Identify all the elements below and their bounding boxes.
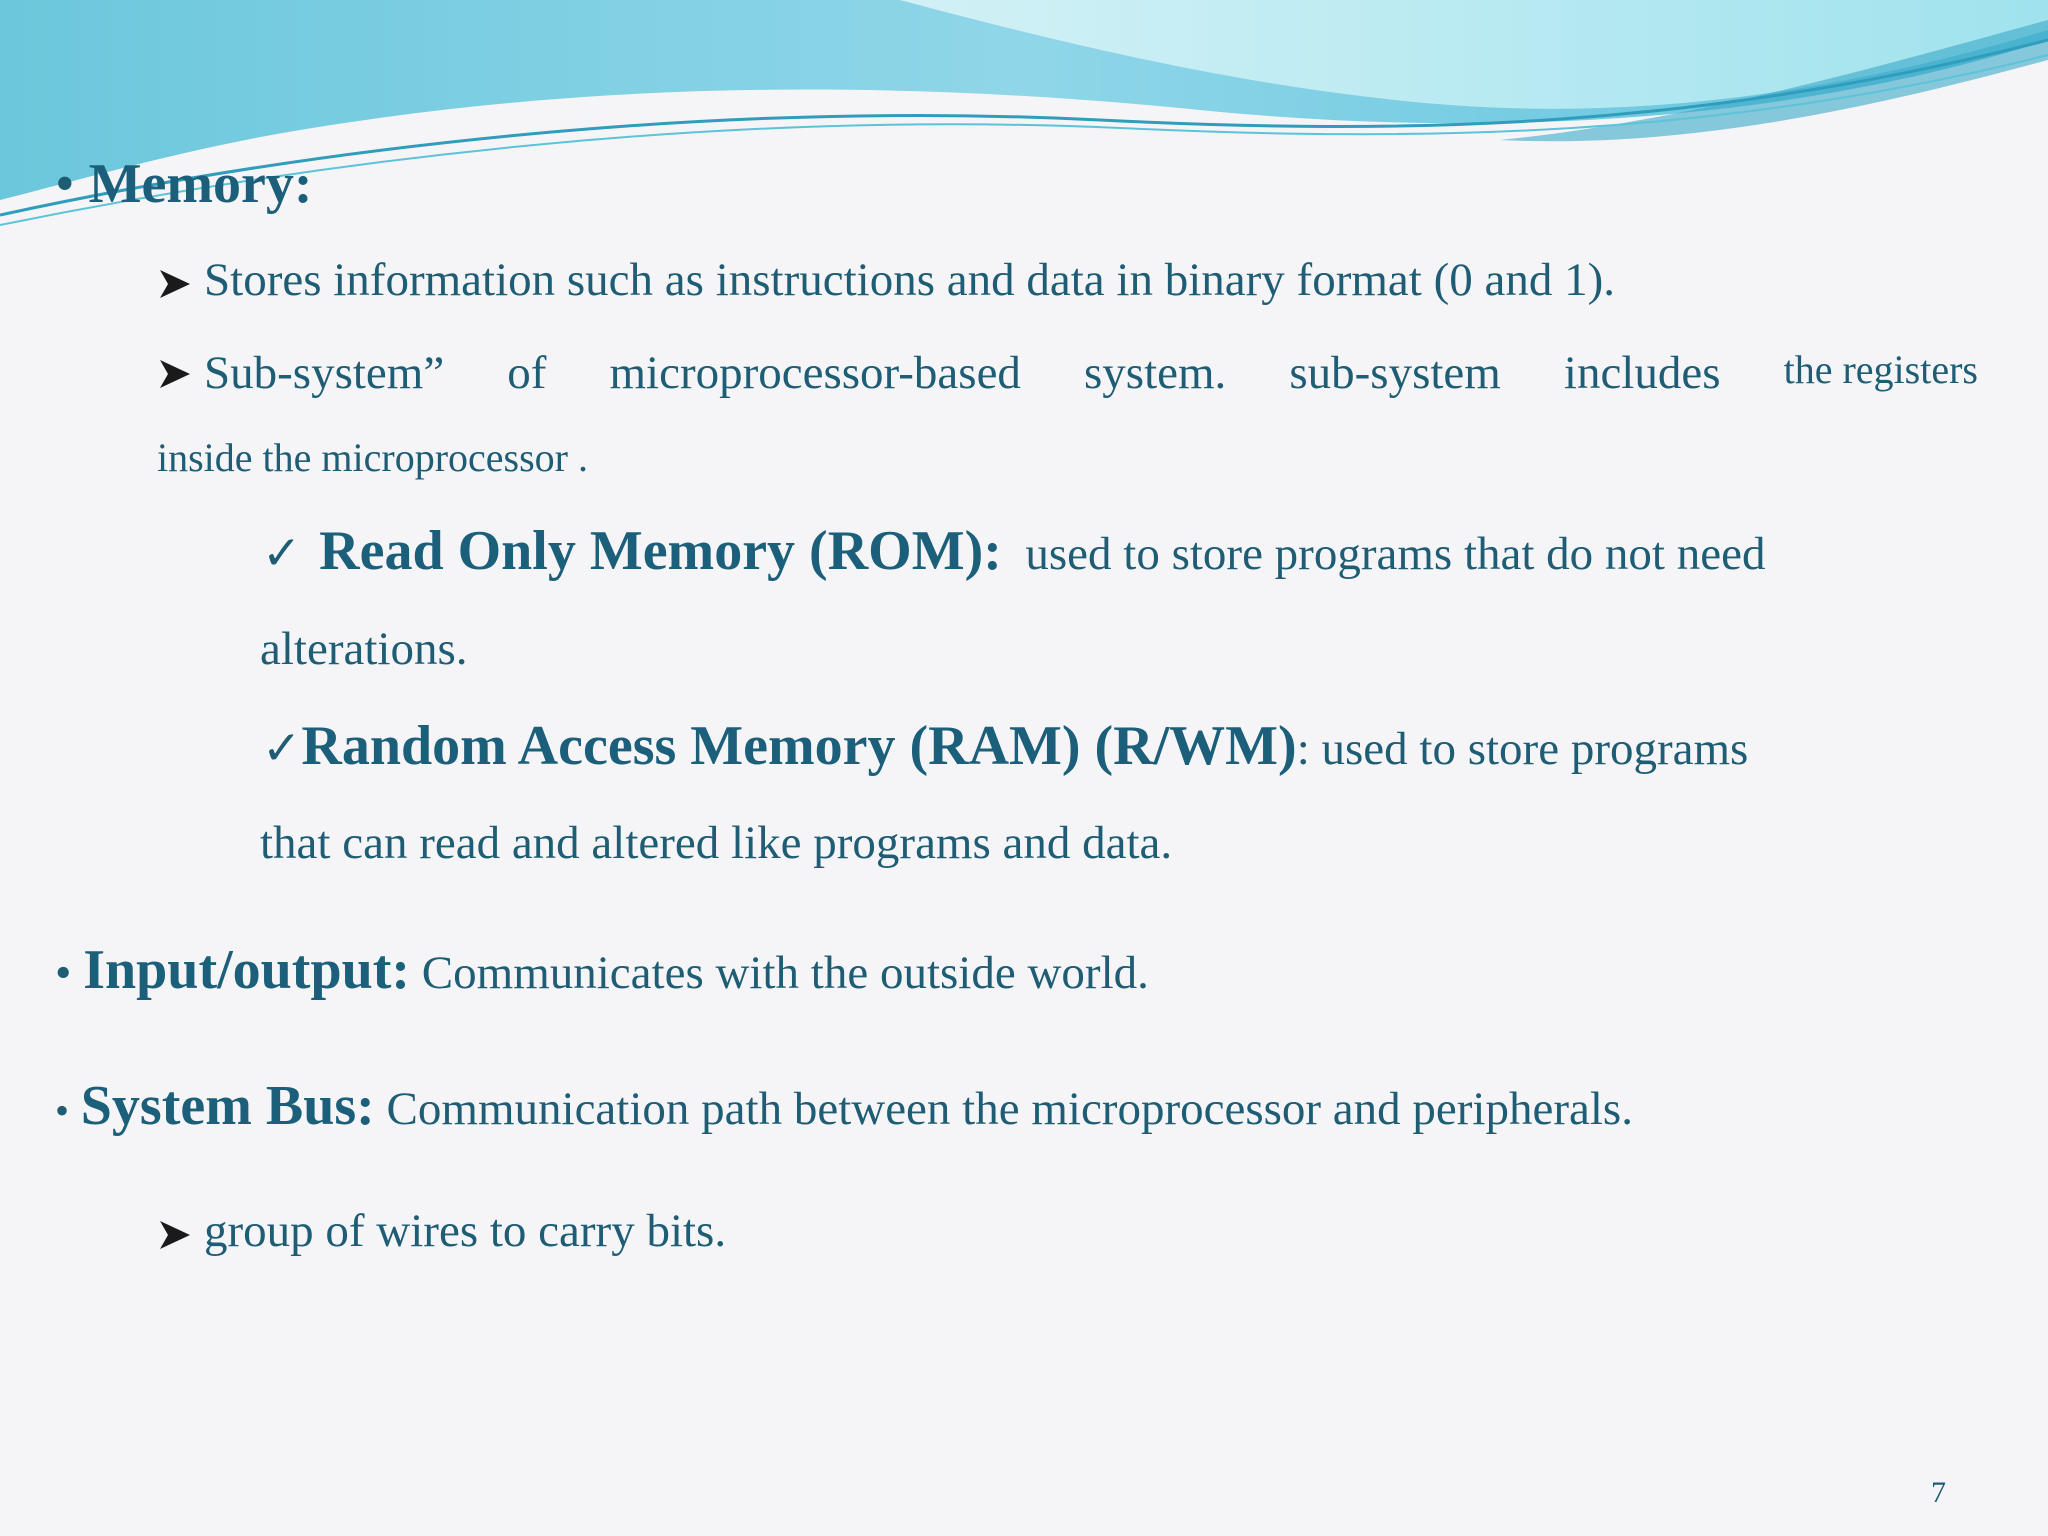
bus-description: Communication path between the microprocessor and peripherals. (374, 1083, 1633, 1135)
subsystem-word: Sub-system” (204, 347, 445, 399)
subsystem-word: system. (1083, 347, 1227, 399)
bus-term: System Bus: (80, 1075, 375, 1137)
subsystem-word: sub-system (1289, 347, 1501, 399)
memory-bullet-item (55, 153, 313, 215)
check-icon: ✓ (262, 723, 302, 775)
subsystem-word: microprocessor-based (609, 347, 1021, 399)
memory-point-storage (158, 254, 1615, 306)
rom-term: Read Only Memory (ROM): (319, 520, 1002, 582)
subsystem-word: includes (1563, 347, 1721, 399)
page-number: 7 (1931, 1476, 1946, 1509)
header-wave-decoration (0, 0, 2048, 260)
bus-bullet-item (55, 1075, 1633, 1137)
io-bullet-item (55, 939, 1149, 1001)
bullet-dot: • (55, 1088, 70, 1133)
memory-point-storage-text: Stores information such as instructions and data in binary format (0 and 1). (204, 254, 1615, 306)
io-description: Communicates with the outside world. (410, 947, 1149, 999)
bullet-dot: • (55, 947, 72, 999)
check-icon: ✓ (262, 528, 302, 580)
arrow-bullet-icon (158, 267, 192, 301)
ram-item (262, 715, 1749, 777)
memory-point-subsystem-continuation: inside the microprocessor . (157, 435, 588, 480)
rom-description: used to store programs that do not need (1025, 528, 1766, 580)
subsystem-word: of (507, 347, 547, 399)
io-term: Input/output: (83, 939, 411, 1001)
bus-point-wires (158, 1205, 727, 1257)
bus-point-wires-text: group of wires to carry bits. (204, 1205, 727, 1257)
ram-term: Random Access Memory (RAM) (R/WM) (301, 715, 1297, 777)
ram-description: used to store programs (1309, 723, 1749, 775)
memory-point-subsystem (158, 347, 1978, 399)
rom-description-continuation: alterations. (260, 623, 468, 675)
bullet-dot: • (55, 153, 75, 215)
subsystem-word-group (158, 347, 445, 399)
subsystem-small-text: the registers (1783, 347, 1978, 392)
memory-heading: Memory: (88, 153, 313, 215)
arrow-bullet-icon (158, 1218, 192, 1252)
arrow-bullet-icon (158, 357, 192, 391)
rom-item (262, 520, 1766, 582)
ram-colon: : (1296, 723, 1310, 775)
ram-description-continuation: that can read and altered like programs and data. (260, 817, 1173, 869)
